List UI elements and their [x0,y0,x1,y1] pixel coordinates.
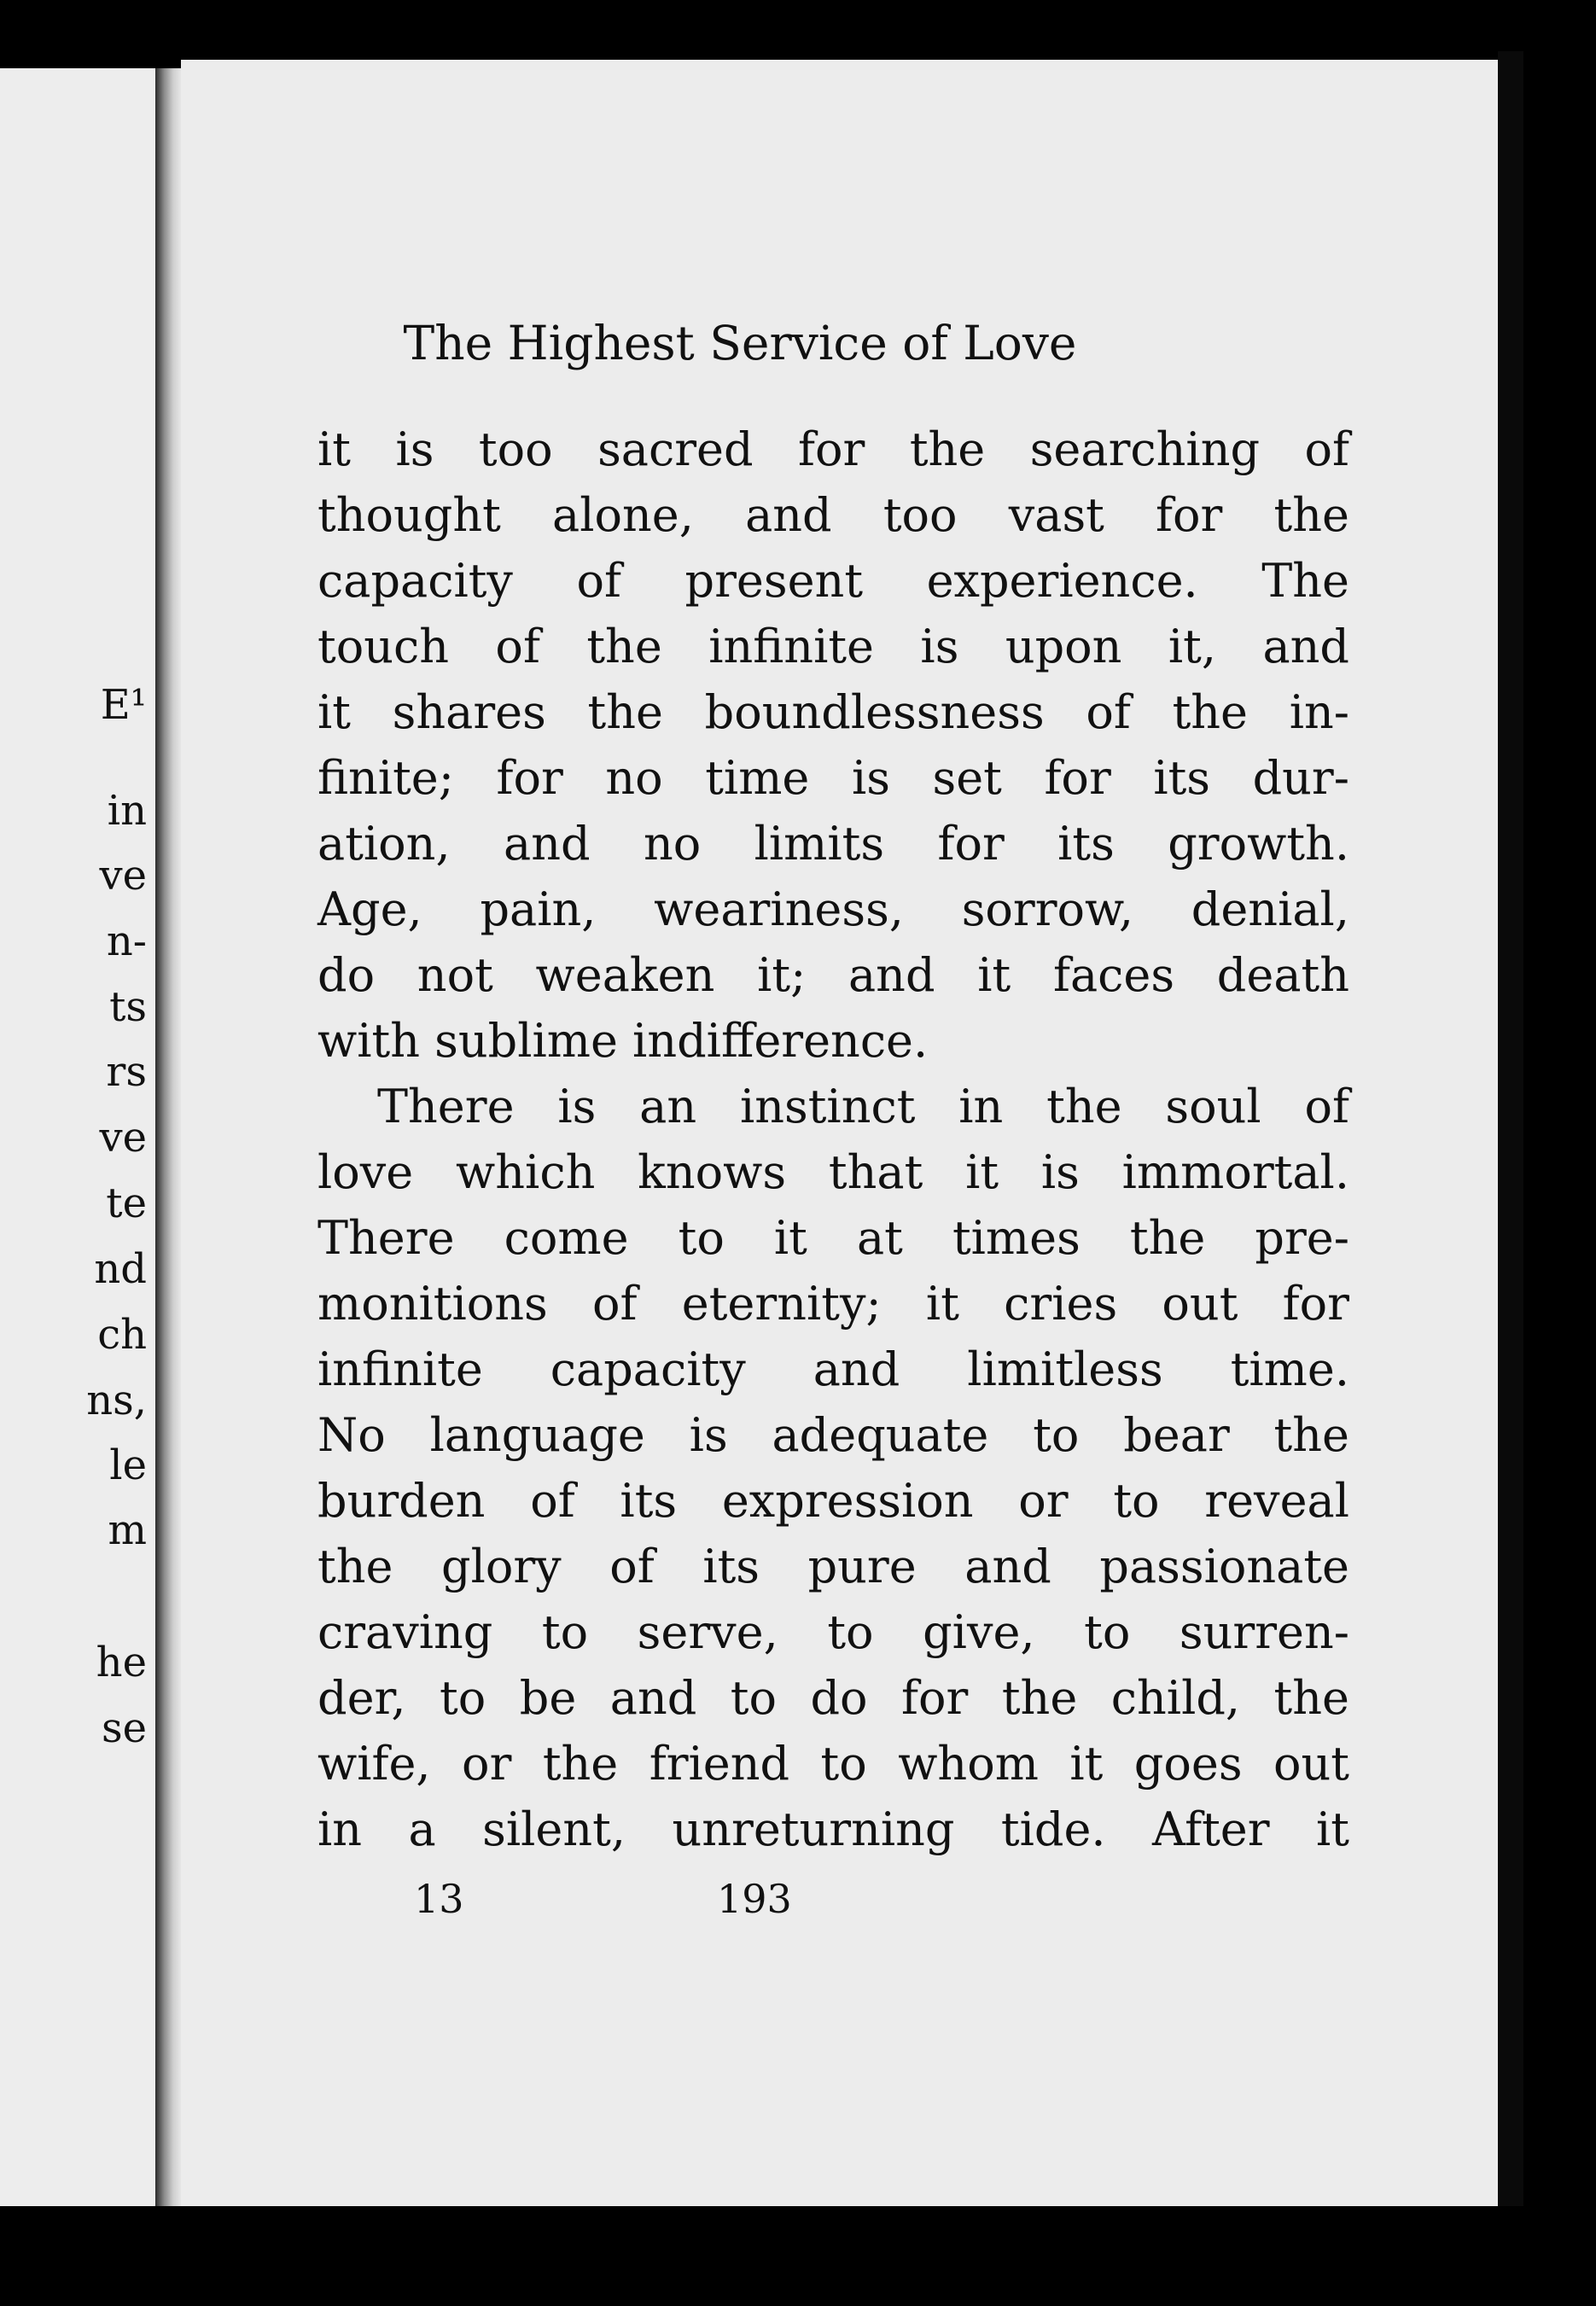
left-page-fragment: m [108,1506,147,1554]
left-page-fragment: ve [99,852,147,900]
body-line: touch of the infinite is upon it, and [317,620,1349,673]
body-line: craving to serve, to give, to surren- [317,1605,1349,1659]
left-page-fragment: te [106,1179,147,1227]
left-page-fragment: ns, [86,1377,147,1424]
body-line: in a silent, unreturning tide. After it [317,1802,1349,1856]
body-line: There come to it at times the pre- [317,1211,1349,1265]
body-line: love which knows that it is immortal. [317,1145,1349,1199]
body-line: the glory of its pure and passionate [317,1540,1349,1593]
book-gutter [155,68,181,2206]
left-page-fragment: in [107,787,147,835]
left-page-fragment: E¹ [100,681,147,729]
body-line: it shares the boundlessness of the in- [317,685,1349,739]
body-line: capacity of present experience. The [317,554,1349,608]
body-line: der, to be and to do for the child, the [317,1671,1349,1725]
left-page-fragment: n- [106,917,147,965]
left-page-fragment: he [96,1639,147,1686]
body-line: ation, and no limits for its growth. [317,817,1349,871]
left-page [0,68,155,2206]
left-page-fragment: ch [97,1311,147,1359]
body-line: burden of its expression or to reveal [317,1474,1349,1528]
left-page-fragment: le [109,1441,147,1489]
body-line: thought alone, and too vast for the [317,488,1349,542]
body-line: There is an instinct in the soul of [377,1080,1349,1133]
body-line: do not weaken it; and it faces death [317,948,1349,1002]
body-line: Age, pain, weariness, sorrow, denial, [317,882,1349,936]
left-page-fragment: ts [109,983,147,1031]
body-line: wife, or the friend to whom it goes out [317,1737,1349,1791]
body-line: with sublime indifference. [317,1014,929,1068]
left-page-fragment: rs [106,1048,147,1096]
body-line: finite; for no time is set for its dur- [317,751,1349,805]
left-page-fragment: nd [94,1245,147,1293]
right-page [181,60,1498,2206]
body-line: it is too sacred for the searching of [317,422,1349,476]
body-line: No language is adequate to bear the [317,1408,1349,1462]
page-number: 193 [717,1876,792,1922]
body-line: infinite capacity and limitless time. [317,1342,1349,1396]
left-page-fragment: ve [99,1114,147,1162]
signature-mark: 13 [414,1876,464,1922]
page-edge [1498,51,1523,2206]
left-page-fragment: se [101,1704,147,1752]
body-line: monitions of eternity; it cries out for [317,1277,1349,1331]
running-head: The Highest Service of Love [403,316,1077,370]
